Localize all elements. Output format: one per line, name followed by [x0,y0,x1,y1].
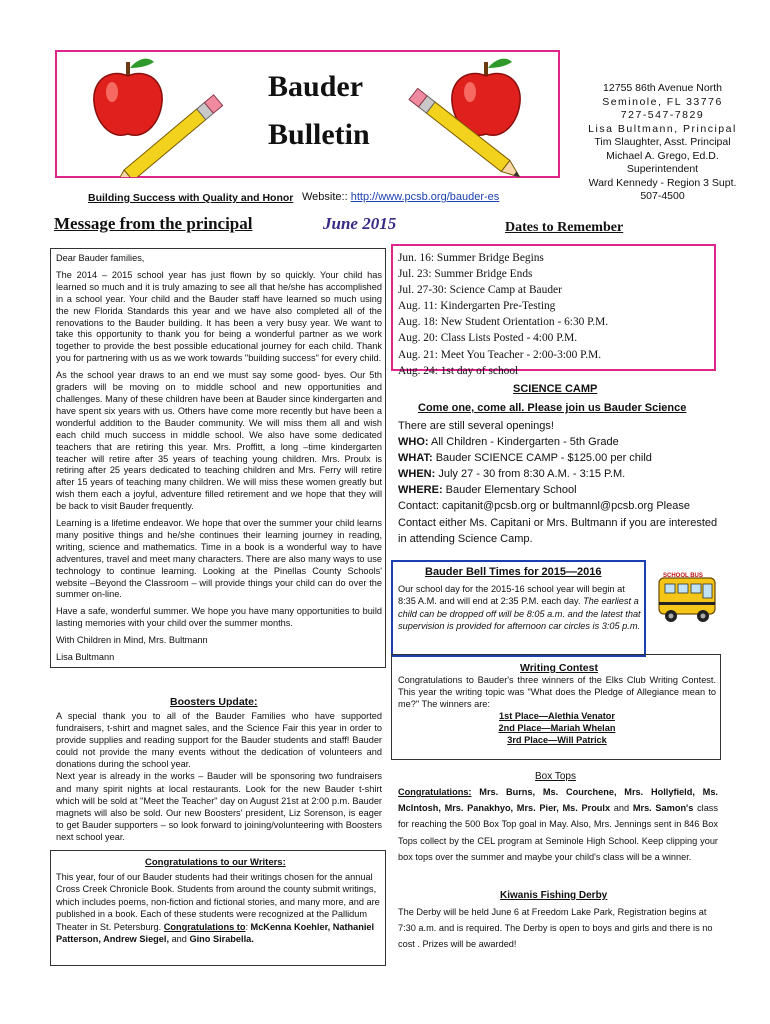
camp-what-label: WHAT: [398,452,433,465]
contact-city: Seminole, FL 33776 [602,95,723,108]
winner-item: 2nd Place—Mariah Whelan [498,722,616,733]
science-camp-details [398,418,718,547]
camp-when-value: July 27 - 30 from 8:30 A.M. - 3:15 P.M. [438,468,626,481]
camp-openings: There are still several openings! [398,420,554,432]
box-tops-names: Mrs. Burns, Ms. Courchene, Mrs. Hollyfield, Ms. McIntosh, Mrs. Panakhyo, Mrs. Pier, Ms. Proulx [398,787,718,814]
school-tagline: Building Success with Quality and Honor [88,192,294,204]
camp-what [398,450,718,466]
winner-item: 3rd Place—Will Patrick [507,734,607,745]
contact-region-supt: Ward Kennedy - Region 3 Supt. [588,176,737,189]
writing-contest-winners [398,711,716,746]
writers-last-name: Gino Sirabella. [189,934,254,945]
date-item: Aug. 20: Class Lists Posted - 4:00 P.M. [398,332,578,345]
bell-times-body [398,583,642,632]
camp-who-value: All Children - Kindergarten - 5th Grade [431,436,619,449]
date-item: Aug. 18: New Student Orientation - 6:30 P.M. [398,316,609,329]
boosters-paragraph-2: Next year is already in the works – Bauder will be sponsoring two fundraisers and many spirit nights at local restaurants. Look for the new Bauder t-shirt which will be sold at "Meet the Teacher" day on August 21st at 2:00 p.m. Bauder magnets will also be sold. Our new Boosters' president, Liz Sorenson, is eager to get Bauder supporters – so look forward to joining/volunteering with Boosters next school year. [56,771,382,842]
box-tops-last-name: Mrs. Samon's [632,803,694,814]
box-tops-title: Box Tops [535,771,576,782]
bulletin-title-line2: Bulletin [268,118,370,151]
website-label: Website:: [302,191,348,203]
camp-what-value: Bauder SCIENCE CAMP - $125.00 per child [435,452,652,465]
website-line [302,191,499,203]
boosters-title: Boosters Update: [170,696,258,708]
winner-item: 1st Place—Alethia Venator [499,711,615,721]
dates-title: Dates to Remember [505,220,624,235]
boosters-paragraph-1: A special thank you to all of the Bauder Families who have supported fundraisers, t-shirt and magnet sales, and the Science Fair this year in order to provide supplies and reading support for the Bauder students and staff! Bauder could not provide the many events without the dedication of volunteers and donations during the school year. [56,711,382,770]
message-closing: With Children in Mind, Mrs. Bultmann [56,635,208,646]
bus-label: SCHOOL BUS [663,573,703,579]
message-signature: Lisa Bultmann [56,652,115,663]
date-item: Jun. 16: Summer Bridge Begins [398,252,544,264]
bell-times-title: Bauder Bell Times for 2015—2016 [425,566,602,578]
date-item: Jul. 27-30: Science Camp at Bauder [398,284,562,297]
camp-who-label: WHO: [398,436,429,449]
kiwanis-title: Kiwanis Fishing Derby [500,890,608,901]
contact-block [570,82,755,204]
message-greeting: Dear Bauder families, [56,253,145,263]
writing-contest-text: Congratulations to Bauder's three winners of the Elks Club Writing Contest. This year the writing topic was "What does the Pledge of Allegiance mean to me?" The winners are: [398,675,716,709]
writing-contest-title: Writing Contest [520,662,598,674]
camp-when [398,466,718,482]
writers-and: and [171,934,187,945]
camp-contact: Contact: capitanit@pcsb.org or bultmannl@pcsb.org Please Contact either Ms. Capitani or Mrs. Bultmann if you are interested in attending Science Camp. [398,500,718,545]
science-camp-title: SCIENCE CAMP [513,383,598,395]
science-camp-subtitle: Come one, come all. Please join us Bauder Science [418,402,687,414]
date-item: Jul. 23: Summer Bridge Ends [398,268,533,281]
box-tops-label: Congratulations: [398,787,472,797]
camp-when-label: WHEN: [398,468,436,481]
box-tops-and: and [613,803,630,814]
camp-where-value: Bauder Elementary School [445,484,577,497]
camp-who [398,434,718,450]
school-bus-icon [651,568,721,628]
date-item: Aug. 11: Kindergarten Pre-Testing [398,300,556,313]
contact-superintendent-title: Superintendent [626,163,699,175]
contact-region-phone: 507-4500 [640,190,685,202]
writers-text: This year, four of our Bauder students had their writings chosen for the annual Cross Creek Chronicle Book. Students from around the county submit writings, which includes poems, non-fiction and fictional stories, and many more, and are published in a book. Each of these students were recognized at the Pallidum Theater in St. Petersburg. [56,872,380,932]
message-paragraph-3: Learning is a lifetime endeavor. We hope that over the summer your child learns many positive things and he/she continues their learning journey in reading, writing, science and mathematics. Time in a book is a wonderful way to have adventures, travel and meet many characters. There are also many ways to use technology to continue learning. Looking at the Pinellas County Schools' website –Beyond the Classroom – will provide things your child can do over the summer on-line. [56,518,382,600]
apple-pencil-left-icon [62,52,262,177]
kiwanis-text: The Derby will be held June 6 at Freedom Lake Park, Registration begins at 7:30 a.m. and is required. The Derby is open to boys and girls and there is no cost . Prizes will be awarded! [398,907,713,950]
box-tops-body [398,784,718,865]
box-tops-text: class for reaching the 500 Box Top goal in May. Also, Mrs. Jennings sent in 846 Box Tops collect by the CEL program at Seminole High School. Keep clipping your box tops over the summer and maybe your child's class will be a winner. [398,803,718,862]
principal-message-title: Message from the principal [54,214,253,233]
writers-names: McKenna Koehler, Nathaniel Patterson, Andrew Siegel, [56,921,375,945]
bell-times-note: The earliest a child can be dropped off will be 8:05 a.m. and the latest that supervision is provided for afternoon car circles is 3:05 p.m. [398,596,641,631]
message-paragraph-4: Have a safe, wonderful summer. We hope you have many opportunities to build lasting memories with your child over the summer months. [56,606,382,629]
issue-date: June 2015 [323,214,397,233]
contact-address: 12755 86th Avenue North [603,82,722,94]
contact-principal: Lisa Bultmann, Principal [588,122,737,135]
writers-body: This year, four of our Bauder students had their writings chosen for the annual Cross Creek Chronicle Book. Students from around the county submit writings, which includes poems, non-fiction and fictional stories, and many more, and are published in a book. Each of these students were recognized at the Pallidum Theater in St. Petersburg. Congratulations to: McKenna Koehler, Nathaniel Patterson, Andrew Siegel, and Gino Sirabella. [56,872,380,945]
bell-times-text: Our school day for the 2015-16 school year will begin at 8:35 A.M. and will end at 2:35 P.M. each day. [398,584,625,607]
apple-pencil-right-icon [395,52,560,177]
boosters-body [56,710,382,843]
camp-where-label: WHERE: [398,484,443,497]
website-link[interactable]: http://www.pcsb.org/bauder-es [350,191,500,203]
writers-congrats-label: Congratulations to [163,921,246,932]
message-paragraph-1: The 2014 – 2015 school year has just flown by so quickly. Your child has learned so much and it is truly amazing to see all that he/she has accomplished in a school year. Your child and the Bauder staff have learned so much using the new Florida Standards this year and we have also completed all of the renovations to the Bauder building. It has been a very busy year. We want to take this opportunity to thank you for being a wonderful partner as we work together to provide the best possible educational journey for each child. Thank you for partnering with us as we work towards "building success" for every child. [56,269,382,364]
message-paragraph-2: As the school year draws to an end we must say some good- byes. Our 5th graders will be moving on to middle school and new opportunities and challenges. Many of these children have been at Bauder since kindergarten and have spent six years with us. Others have come more recently but have been a wonderful addition to the Bauder community. We will miss them all and wish each child much success in middle school. We also have some dedicated teachers that are retiring this year. Mrs. Proffitt, a long –time kindergarten teacher will retire after 35 years of teaching young children. Mrs. Proulx is retiring after 25 years dedicated to teaching children and Mrs. Ferry will retire after 15 years of teaching many children. We will miss these women greatly but wish them each a joyful, adventure filled retirement and we hope that they will be back to visit Bauder frequently. [56,370,382,512]
date-item: Aug. 24: 1st day of school [398,364,519,377]
camp-where [398,482,718,498]
bulletin-title-line1: Bauder [268,70,364,103]
dates-list [398,250,608,379]
date-item: Aug. 21: Meet You Teacher - 2:00-3:00 P.M. [398,348,602,361]
contact-asst-principal: Tim Slaughter, Asst. Principal [594,136,731,148]
principal-message-body [56,253,382,669]
writers-title: Congratulations to our Writers: [145,857,286,868]
contact-superintendent-name: Michael A. Grego, Ed.D. [606,149,719,162]
contact-phone: 727-547-7829 [620,109,705,121]
